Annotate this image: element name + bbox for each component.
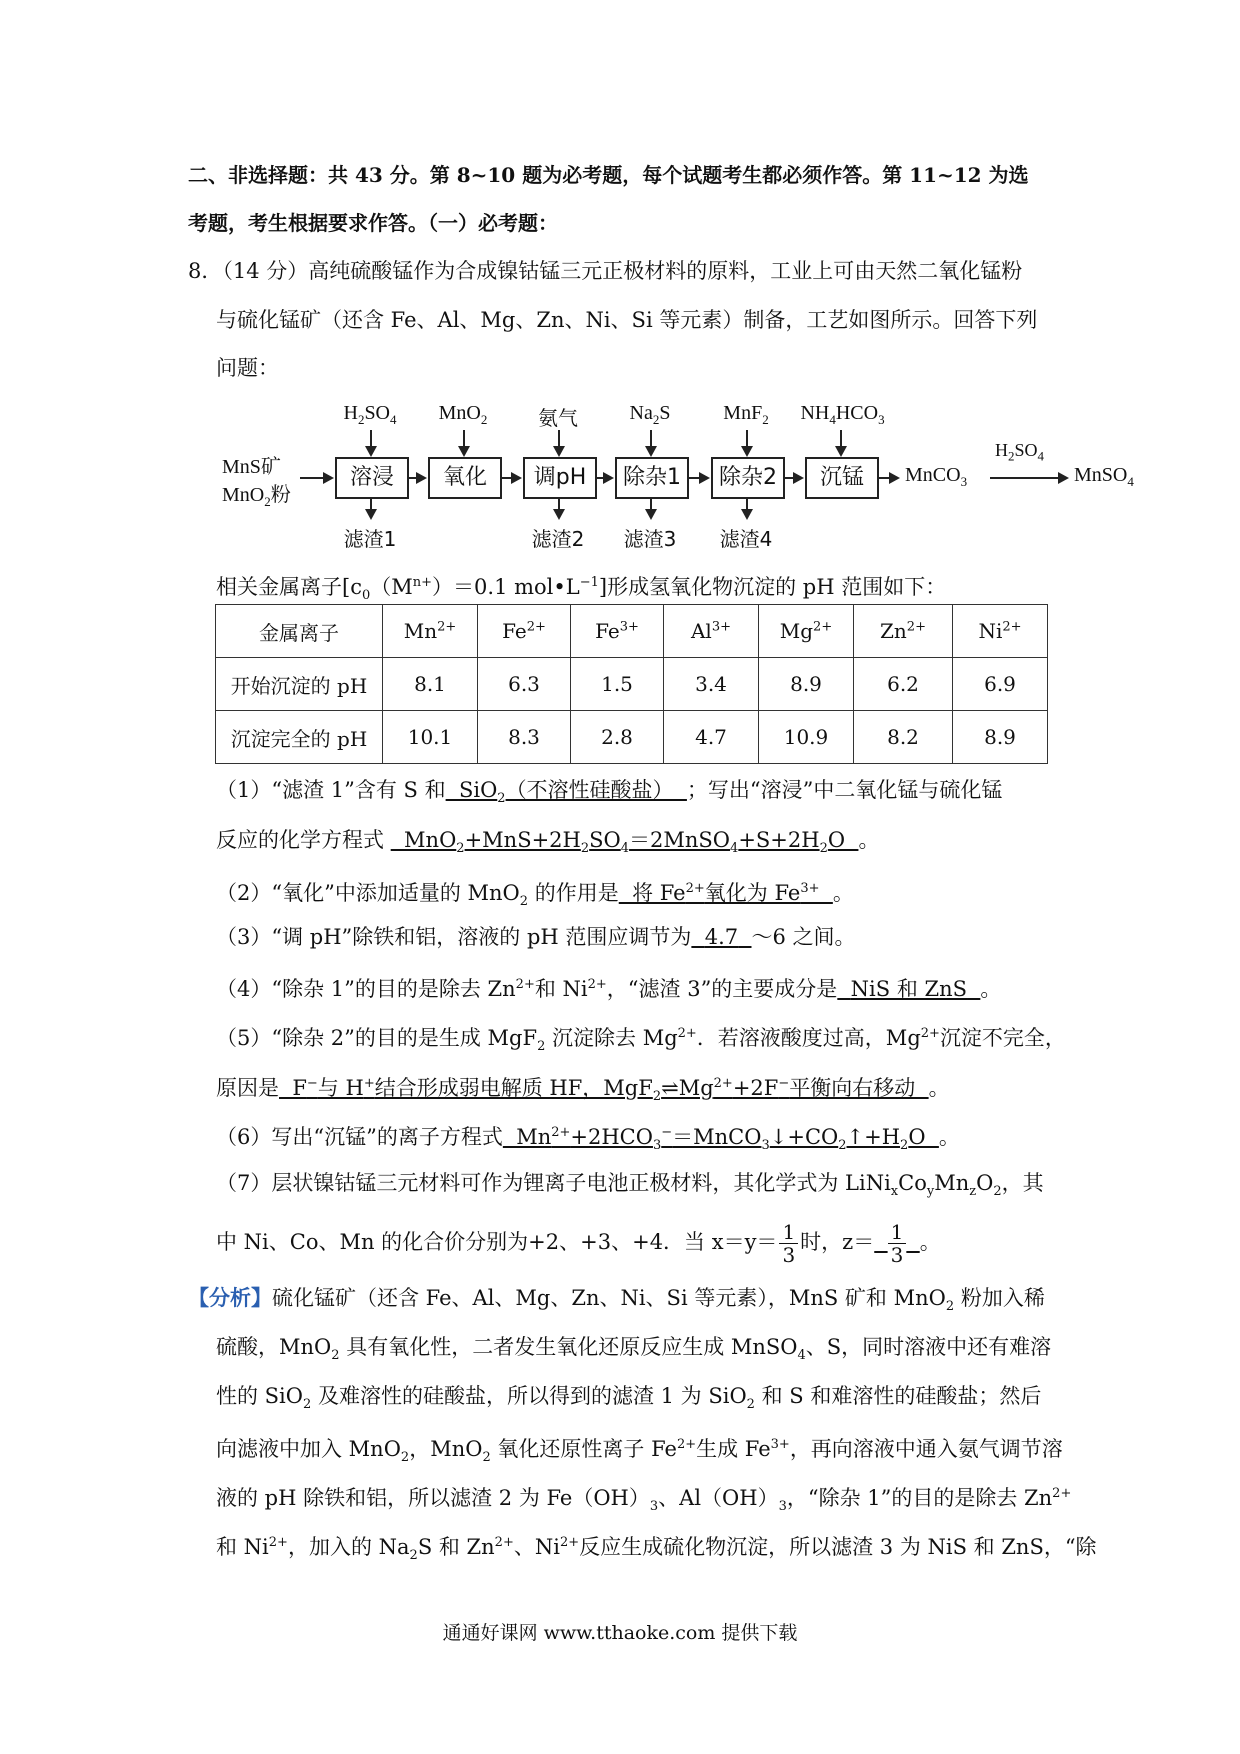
table-cell: 3.4 bbox=[664, 658, 759, 711]
step-adjust-ph: 调pH bbox=[523, 457, 597, 499]
analysis-tag: 【分析】 bbox=[188, 1285, 272, 1310]
step-manganese-precipitation: 沉锰 bbox=[805, 457, 879, 499]
residue-2: 滤渣2 bbox=[531, 527, 585, 551]
q1-line-2: 反应的化学方程式 $MnO_2+MnS+2H_2SO_4=2MnSO_4+S+2H_2O$ 。 bbox=[216, 828, 880, 857]
q7-line-2: 中 Ni、Co、Mn 的化合价分别为+2、+3、+4．当 x＝y＝ $\frac{1}{3}$ 时，z＝ $\frac{1}{3}$ 。 bbox=[216, 1220, 941, 1267]
table-cell: 10.1 bbox=[383, 711, 478, 764]
reagent-nh4hco3: $NH_4HCO_3$ bbox=[800, 402, 885, 427]
q6-line: （6）写出“沉锰”的离子方程式 $Mn^{2+}+2HCO_3^-=MnCO_3↓+CO_2↑+H_2O$ 。 bbox=[216, 1125, 960, 1154]
table-header-cell: $Mg^{2+}$ bbox=[759, 605, 854, 658]
table-cell: 8.3 bbox=[478, 711, 571, 764]
section-header-line-1: 二、非选择题：共 43 分。第 8~10 题为必考题，每个试题考生都必须作答。第 11~12 为选 bbox=[188, 163, 1029, 187]
reagent-ammonia: 氨气 bbox=[538, 406, 578, 430]
step-oxidation: 氧化 bbox=[428, 457, 502, 499]
table-cell: 2.8 bbox=[571, 711, 664, 764]
table-cell: 6.2 bbox=[854, 658, 953, 711]
step-impurity-removal-2: 除杂2 bbox=[711, 457, 785, 499]
q3-line: （3）“调 pH”除铁和铝，溶液的 pH 范围应调节为 4.7 ～6 之间。 bbox=[216, 925, 856, 949]
analysis-line-6: 和 $Ni^{2+}$，加入的 $Na_2S$ 和 $Zn^{2+}$、$Ni^{2+}$反应生成硫化物沉淀，所以滤渣 3 为 NiS 和 ZnS，“除 bbox=[216, 1535, 1097, 1564]
residue-4: 滤渣4 bbox=[719, 527, 773, 551]
reagent-mnf2: MnF$_2$ bbox=[723, 402, 769, 427]
table-cell: 沉淀完全的 pH bbox=[216, 711, 383, 764]
table-cell: 10.9 bbox=[759, 711, 854, 764]
flow-input-mns-ore: MnS矿 bbox=[222, 456, 281, 478]
table-cell: 开始沉淀的 pH bbox=[216, 658, 383, 711]
analysis-line-3: 性的 SiO$_2$ 及难溶性的硅酸盐，所以得到的滤渣 1 为 SiO$_2$ 和 S 和难溶性的硅酸盐；然后 bbox=[216, 1384, 1042, 1413]
reagent-h2so4: $H_2SO_4$ bbox=[343, 402, 397, 427]
table-cell: 6.3 bbox=[478, 658, 571, 711]
table-row bbox=[216, 711, 1048, 764]
table-header-cell: 金属离子 bbox=[216, 605, 383, 658]
q8-intro-line-1: 8．（14 分）高纯硫酸锰作为合成镍钴锰三元正极材料的原料，工业上可由天然二氧化锰粉 bbox=[188, 259, 1023, 283]
q1-line-1: （1）“滤渣 1”含有 S 和 SiO$_2$（不溶性硅酸盐） ；写出“溶浸”中二氧化锰与硫化锰 bbox=[216, 778, 1003, 807]
step-leaching: 溶浸 bbox=[335, 457, 409, 499]
table-cell: 1.5 bbox=[571, 658, 664, 711]
table-header-cell: $Zn^{2+}$ bbox=[854, 605, 953, 658]
table-row bbox=[216, 658, 1048, 711]
table-cell: 8.9 bbox=[759, 658, 854, 711]
analysis-line-1: 【分析】硫化锰矿（还含 Fe、Al、Mg、Zn、Ni、Si 等元素），MnS 矿和 MnO$_2$ 粉加入稀 bbox=[188, 1285, 1045, 1315]
reagent-na2s: $Na_2S$ bbox=[629, 402, 671, 427]
table-header-cell: $Al^{3+}$ bbox=[664, 605, 759, 658]
residue-1: 滤渣1 bbox=[343, 527, 397, 551]
section-header-line-2: 考题，考生根据要求作答。（一）必考题： bbox=[188, 211, 558, 235]
table-header-cell: $Fe^{3+}$ bbox=[571, 605, 664, 658]
analysis-line-5: 液的 pH 除铁和铝，所以滤渣 2 为 $Fe(OH)_3$、$Al(OH)_3$，“除杂 1”的目的是除去 $Zn^{2+}$ bbox=[216, 1486, 1072, 1515]
table-cell: 8.2 bbox=[854, 711, 953, 764]
arrow-reagent-h2so4: $H_2SO_4$ bbox=[995, 440, 1045, 464]
reagent-mno2: MnO$_2$ bbox=[438, 402, 488, 427]
q7-line-1: （7）层状镍钴锰三元材料可作为锂离子电池正极材料，其化学式为 $LiNi_xCo_yMn_zO_2$，其 bbox=[216, 1171, 1044, 1200]
table-cell: 4.7 bbox=[664, 711, 759, 764]
table-header-cell: $Mn^{2+}$ bbox=[383, 605, 478, 658]
precipitation-ph-table bbox=[215, 604, 1048, 764]
table-header-cell: $Ni^{2+}$ bbox=[953, 605, 1048, 658]
table-cell: 8.1 bbox=[383, 658, 478, 711]
product-mnso4: MnSO$_4$ bbox=[1074, 464, 1134, 489]
q5-line-1: （5）“除杂 2”的目的是生成 MgF$_2$ 沉淀除去 $Mg^{2+}$．若溶液酸度过高，$Mg^{2+}$沉淀不完全， bbox=[216, 1026, 1066, 1055]
table-header-cell: $Fe^{2+}$ bbox=[478, 605, 571, 658]
analysis-line-2: 硫酸，MnO$_2$ 具有氧化性，二者发生氧化还原反应生成 MnSO$_4$、S，同时溶液中还有难溶 bbox=[216, 1335, 1052, 1364]
q2-line: （2）“氧化”中添加适量的 MnO$_2$ 的作用是 将 $Fe^{2+}$氧化为 $Fe^{3+}$ 。 bbox=[216, 881, 854, 910]
analysis-line-4: 向滤液中加入 MnO$_2$，MnO$_2$ 氧化还原性离子 $Fe^{2+}$生成 $Fe^{3+}$，再向溶液中通入氨气调节溶 bbox=[216, 1437, 1063, 1466]
q4-line: （4）“除杂 1”的目的是除去 $Zn^{2+}$和 $Ni^{2+}$，“滤渣 3”的主要成分是 NiS 和 ZnS 。 bbox=[216, 977, 1002, 1001]
q8-intro-line-3: 问题： bbox=[216, 356, 279, 380]
table-intro: 相关金属离子[$c_0(M^{n+})=0.1$ $mol•L^{-1}$]形成氢氧化物沉淀的 pH 范围如下： bbox=[216, 575, 947, 604]
table-header-row bbox=[216, 605, 1048, 658]
product-mnco3: MnCO$_3$ bbox=[905, 464, 968, 489]
flow-input-mno2-powder: MnO$_2$粉 bbox=[222, 484, 291, 509]
q5-line-2: 原因是 F−与 H+结合形成弱电解质 HF，$MgF_2\rightleftharpoons Mg^{2+}+2F^-$平衡向右移动 。 bbox=[216, 1076, 950, 1105]
table-cell: 6.9 bbox=[953, 658, 1048, 711]
residue-3: 滤渣3 bbox=[623, 527, 677, 551]
step-impurity-removal-1: 除杂1 bbox=[615, 457, 689, 499]
q8-intro-line-2: 与硫化锰矿（还含 Fe、Al、Mg、Zn、Ni、Si 等元素）制备，工艺如图所示。回答下列 bbox=[216, 308, 1038, 332]
table-cell: 8.9 bbox=[953, 711, 1048, 764]
page-footer: 通通好课网 www.tthaoke.com 提供下载 bbox=[442, 1622, 798, 1644]
